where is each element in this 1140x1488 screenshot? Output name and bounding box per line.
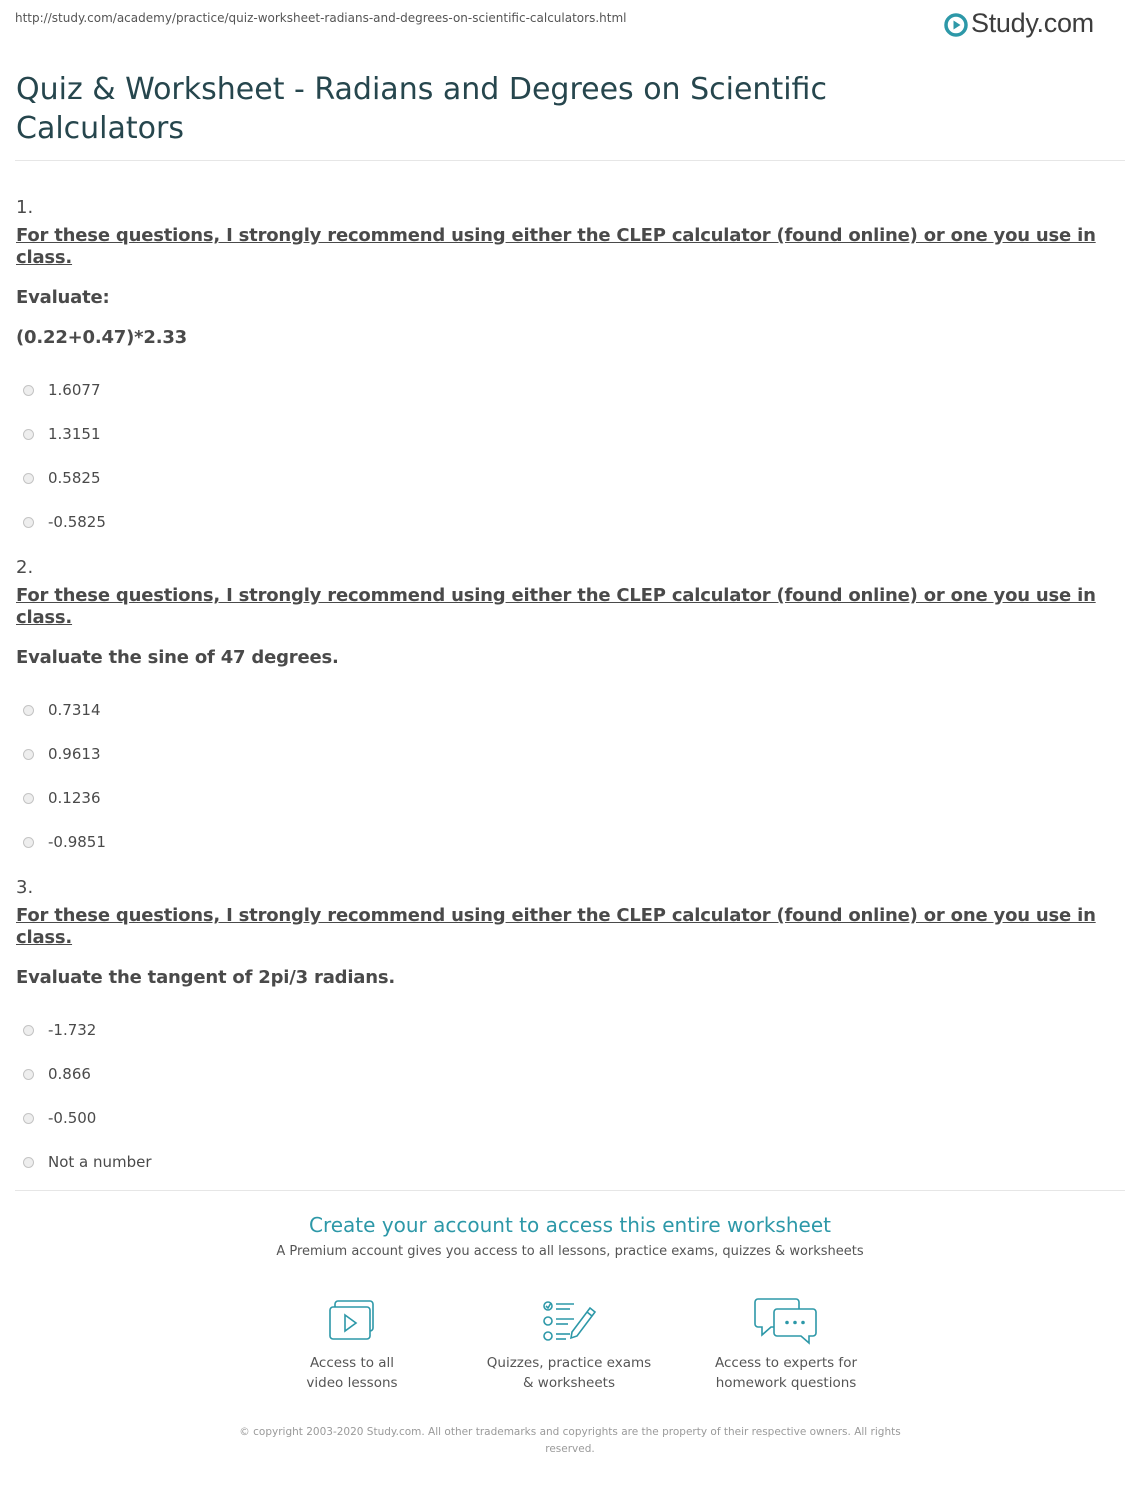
answer-option[interactable]: [16, 1021, 1126, 1065]
question-number: 2.: [16, 557, 34, 578]
create-account-link[interactable]: Create your account to access this entire worksheet: [309, 1213, 831, 1237]
logo-text: Study.com: [971, 8, 1094, 38]
question-prompt: Evaluate the tangent of 2pi/3 radians.: [16, 967, 396, 988]
radio-button[interactable]: [23, 1113, 34, 1124]
feature-caption: Access to all: [309, 1355, 395, 1371]
radio-button[interactable]: [23, 837, 34, 848]
answer-option[interactable]: [16, 425, 1126, 469]
answer-option[interactable]: [16, 789, 1126, 833]
feature-caption: video lessons: [306, 1375, 398, 1391]
question-1: [16, 197, 1126, 557]
radio-button[interactable]: [23, 517, 34, 528]
answer-label: Not a number: [48, 1153, 152, 1171]
answer-label: -0.500: [48, 1109, 97, 1127]
play-logo-icon: [944, 13, 968, 37]
answer-label: 1.3151: [48, 425, 101, 443]
feature-caption: Quizzes, practice exams: [486, 1355, 652, 1371]
radio-button[interactable]: [23, 385, 34, 396]
radio-button[interactable]: [23, 749, 34, 760]
feature-caption: & worksheets: [522, 1375, 615, 1391]
question-expression: (0.22+0.47)*2.33: [16, 327, 187, 348]
radio-button[interactable]: [23, 473, 34, 484]
radio-button[interactable]: [23, 429, 34, 440]
question-number: 1.: [16, 197, 34, 218]
copyright-notice: © copyright 2003-2020 Study.com. All other trademarks and copyrights are the property of their respective owners. All rights reserved.: [239, 1426, 901, 1455]
answer-option[interactable]: [16, 745, 1126, 789]
cta-subtitle: A Premium account gives you access to all lessons, practice exams, quizzes & worksheets: [276, 1244, 864, 1259]
answer-options: [16, 1021, 1126, 1197]
radio-button[interactable]: [23, 1025, 34, 1036]
title-divider: [15, 160, 1125, 161]
video-lessons-icon: [326, 1298, 378, 1344]
answer-label: -0.9851: [48, 833, 106, 851]
page-url: http://study.com/academy/practice/quiz-worksheet-radians-and-degrees-on-scientific-calculators.html: [15, 11, 627, 25]
question-3: [16, 877, 1126, 1197]
question-prompt: Evaluate the sine of 47 degrees.: [16, 647, 339, 668]
page-title: Quiz & Worksheet - Radians and Degrees on Scientific Calculators: [16, 72, 827, 146]
answer-label: 0.7314: [48, 701, 101, 719]
radio-button[interactable]: [23, 1157, 34, 1168]
answer-label: -1.732: [48, 1021, 97, 1039]
answer-option[interactable]: [16, 833, 1126, 877]
radio-button[interactable]: [23, 1069, 34, 1080]
feature-caption: Access to experts for: [714, 1355, 857, 1371]
question-instruction: For these questions, I strongly recommend using either the CLEP calculator (found online) or one you use in class.: [16, 225, 1096, 268]
question-instruction: For these questions, I strongly recommend using either the CLEP calculator (found online) or one you use in class.: [16, 585, 1096, 628]
feature-video-lessons: [252, 1296, 452, 1393]
answer-label: -0.5825: [48, 513, 106, 531]
answer-option[interactable]: [16, 701, 1126, 745]
chat-bubbles-icon: [753, 1296, 819, 1346]
question-prompt: Evaluate:: [16, 287, 110, 308]
answer-label: 1.6077: [48, 381, 101, 399]
answer-option[interactable]: [16, 1065, 1126, 1109]
answer-label: 0.5825: [48, 469, 101, 487]
question-number: 3.: [16, 877, 34, 898]
feature-caption: homework questions: [715, 1375, 857, 1391]
answer-option[interactable]: [16, 513, 1126, 557]
answer-options: [16, 381, 1126, 557]
answer-options: [16, 701, 1126, 877]
radio-button[interactable]: [23, 705, 34, 716]
study-logo[interactable]: [944, 8, 1119, 42]
feature-quizzes: [469, 1296, 669, 1393]
answer-label: 0.9613: [48, 745, 101, 763]
cta-divider: [15, 1190, 1125, 1191]
radio-button[interactable]: [23, 793, 34, 804]
answer-option[interactable]: [16, 1109, 1126, 1153]
answer-option[interactable]: [16, 469, 1126, 513]
answer-label: 0.866: [48, 1065, 91, 1083]
question-2: [16, 557, 1126, 877]
answer-label: 0.1236: [48, 789, 101, 807]
answer-option[interactable]: [16, 381, 1126, 425]
feature-experts: [686, 1296, 886, 1393]
question-instruction: For these questions, I strongly recommend using either the CLEP calculator (found online) or one you use in class.: [16, 905, 1096, 948]
quiz-checklist-icon: [540, 1298, 598, 1344]
